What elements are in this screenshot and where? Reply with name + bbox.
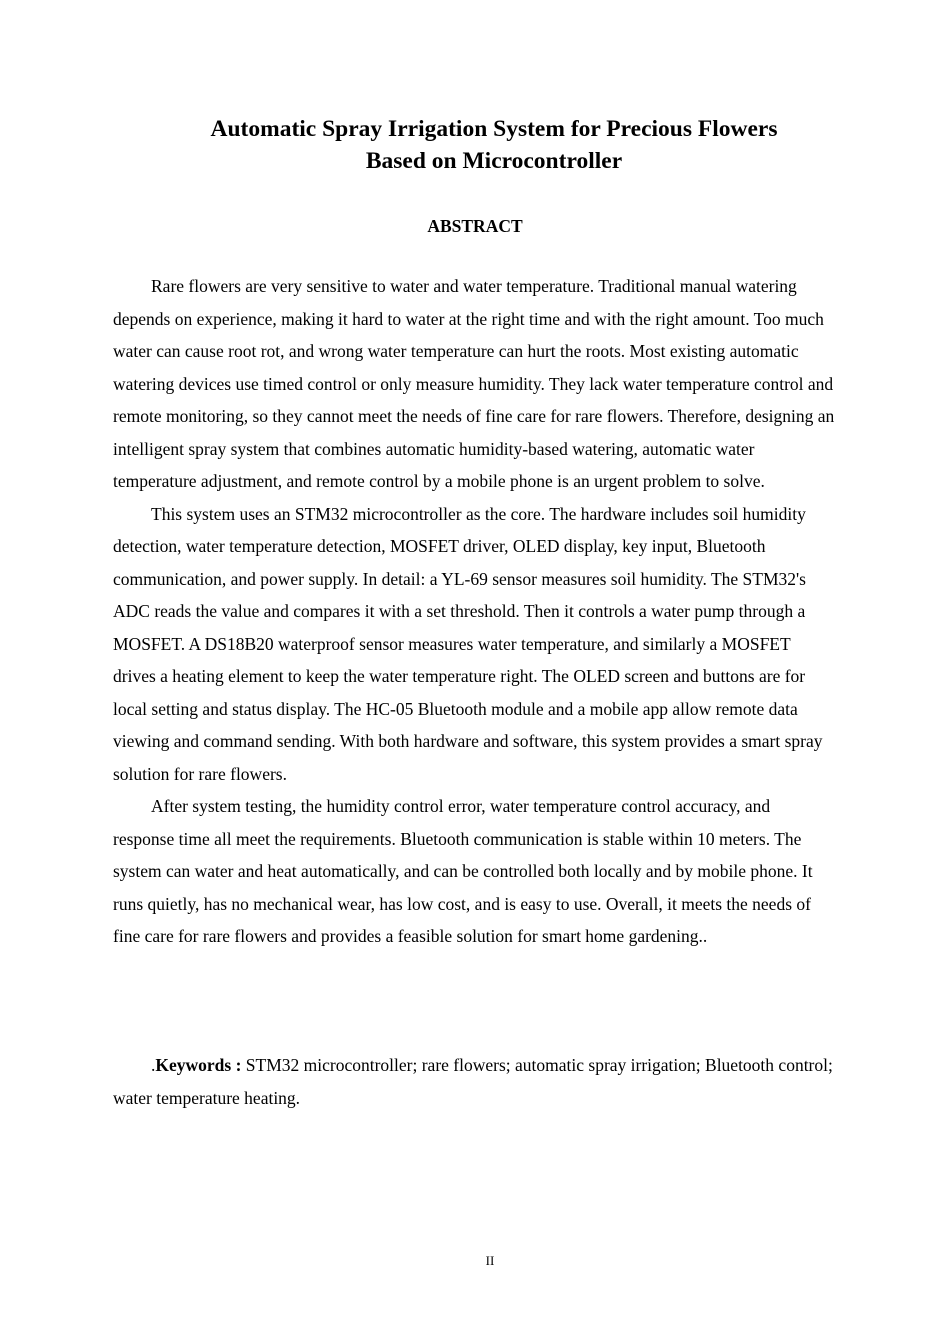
title-line-2: Based on Microcontroller xyxy=(365,148,623,174)
keywords-prefix: . xyxy=(151,1055,156,1075)
keywords-line xyxy=(113,1049,835,1114)
keywords-label: Keywords xyxy=(155,1055,232,1075)
abstract-body xyxy=(113,270,835,953)
abstract-paragraph-3: After system testing, the humidity control error, water temperature control accuracy, and response time all meet the requirements. Bluetooth communication is stable within 10 meters. The system can water and heat automatically, and can be controlled both locally and by mobile phone. It runs quietly, has no mechanical wear, has low cost, and is easy to use. Overall, it meets the needs of fine care for rare flowers and provides a feasible solution for smart home gardening.. xyxy=(113,796,813,946)
abstract-paragraph-1: Rare flowers are very sensitive to water and water temperature. Traditional manual watering depends on experience, making it hard to water at the right time and with the right amount. Too much water can cause root rot, and wrong water temperature can hurt the roots. Most existing automatic watering devices use timed control or only measure humidity. They lack water temperature control and remote monitoring, so they cannot meet the needs of fine care for rare flowers. Therefore, designing an intelligent spray system that combines automatic humidity-based watering, automatic water temperature adjustment, and remote control by a mobile phone is an urgent problem to solve. xyxy=(113,276,835,491)
page-number: II xyxy=(485,1253,495,1268)
keywords-text: STM32 microcontroller; rare flowers; automatic spray irrigation; Bluetooth control; water temperature heating. xyxy=(113,1055,833,1108)
abstract-paragraph-2: This system uses an STM32 microcontroller as the core. The hardware includes soil humidity detection, water temperature detection, MOSFET driver, OLED display, key input, Bluetooth communication, and power supply. In detail: a YL-69 sensor measures soil humidity. The STM32's ADC reads the value and compares it with a set threshold. Then it controls a water pump through a MOSFET. A DS18B20 waterproof sensor measures water temperature, and similarly a MOSFET drives a heating element to keep the water temperature right. The OLED screen and buttons are for local setting and status display. The HC-05 Bluetooth module and a mobile app allow remote data viewing and command sending. With both hardware and software, this system provides a smart spray solution for rare flowers. xyxy=(113,503,823,784)
paper-title xyxy=(100,113,888,177)
abstract-heading: ABSTRACT xyxy=(427,216,523,236)
keywords-separator: : xyxy=(231,1055,246,1075)
title-line-1: Automatic Spray Irrigation System for Precious Flowers xyxy=(210,116,778,142)
